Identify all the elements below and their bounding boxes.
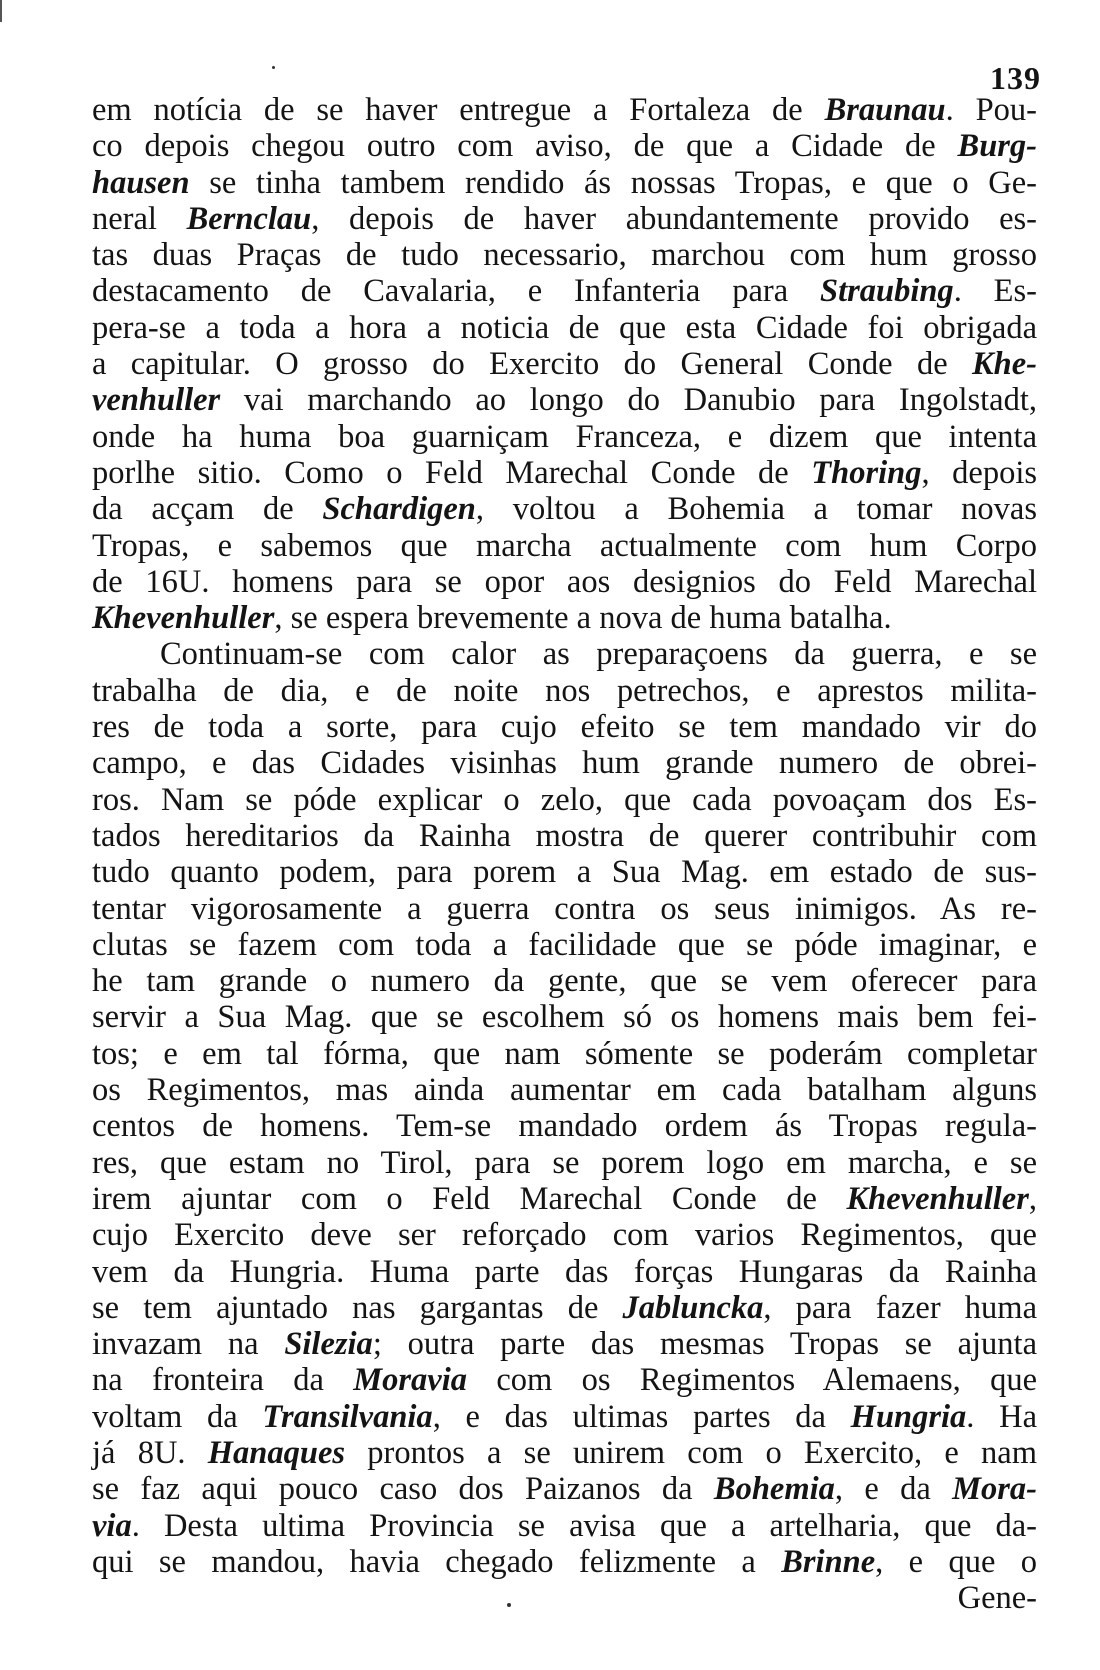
text-run: tados hereditarios da Rainha mostra de querer contribuhir com xyxy=(92,817,1037,854)
italic-name: Bohemia xyxy=(713,1471,835,1508)
text-run: prontos a se unirem com o Exercito, e nam xyxy=(345,1434,1037,1471)
italic-name: Bernclau xyxy=(186,200,312,237)
text-run: tentar vigorosamente a guerra contra os seus inimigos. As re- xyxy=(92,890,1037,927)
text-run: , e da xyxy=(834,1471,953,1508)
text-run: . Desta ultima Provincia se avisa que a artelharia, que da- xyxy=(131,1507,1037,1544)
italic-name: via xyxy=(92,1507,132,1544)
text-line xyxy=(92,1580,1037,1616)
text-run: , se espera brevemente a nova de huma batalha. xyxy=(274,600,892,637)
text-line xyxy=(92,745,1037,781)
page-edge-mark xyxy=(0,0,2,22)
text-line xyxy=(92,1544,1037,1580)
italic-name: Mora- xyxy=(952,1471,1037,1508)
text-line xyxy=(92,1217,1037,1253)
text-run: res de toda a sorte, para cujo efeito se tem mandado vir do xyxy=(92,709,1037,746)
text-run: se faz aqui pouco caso dos Paizanos da xyxy=(92,1471,714,1508)
text-run: . Es- xyxy=(953,273,1037,310)
text-line xyxy=(92,528,1037,564)
text-run: os Regimentos, mas ainda aumentar em cada batalham alguns xyxy=(92,1072,1037,1109)
italic-name: Hanaques xyxy=(207,1434,346,1471)
text-line xyxy=(92,1181,1037,1217)
text-run: , e que o xyxy=(875,1543,1037,1580)
text-line xyxy=(92,1036,1037,1072)
text-line xyxy=(92,1145,1037,1181)
text-line xyxy=(92,382,1037,418)
text-line xyxy=(92,1108,1037,1144)
italic-name: Schardigen xyxy=(322,491,476,528)
text-run: , depois de haver abundantemente provido es- xyxy=(311,200,1037,237)
text-line xyxy=(92,636,1037,672)
text-run: da acçam de xyxy=(92,491,323,528)
text-line xyxy=(92,782,1037,818)
text-line xyxy=(92,1326,1037,1362)
text-line xyxy=(92,818,1037,854)
text-line xyxy=(92,201,1037,237)
text-run: na fronteira da xyxy=(92,1362,354,1399)
italic-name: Hungria xyxy=(850,1398,967,1435)
italic-name: Khe- xyxy=(972,346,1037,383)
text-run: Tropas, e sabemos que marcha actualmente com hum Corpo xyxy=(92,527,1037,564)
text-line xyxy=(92,92,1037,128)
text-line xyxy=(92,1362,1037,1398)
body-text xyxy=(92,92,1037,1616)
text-run: , xyxy=(1028,1180,1037,1217)
italic-name: Khevenhuller xyxy=(846,1180,1029,1217)
text-run: com os Regimentos Alemaens, que xyxy=(467,1362,1038,1399)
text-run: . Pou- xyxy=(945,92,1037,128)
page-number: 139 xyxy=(990,60,1041,96)
text-run: Gene- xyxy=(957,1580,1037,1617)
text-run: . Ha xyxy=(966,1398,1037,1435)
text-line xyxy=(92,346,1037,382)
text-line xyxy=(92,564,1037,600)
italic-name: Khevenhuller xyxy=(92,600,275,637)
text-line xyxy=(92,491,1037,527)
text-run: res, que estam no Tirol, para se porem logo em marcha, e se xyxy=(92,1144,1037,1181)
text-run: irem ajuntar com o Feld Marechal Conde de xyxy=(92,1180,847,1217)
text-run: Continuam-se com calor as preparaçoens da guerra, e se xyxy=(160,636,1037,673)
italic-name: Brinne xyxy=(781,1543,876,1580)
italic-name: Burg- xyxy=(957,128,1037,165)
text-line xyxy=(92,1254,1037,1290)
text-line xyxy=(92,1072,1037,1108)
italic-name: Straubing xyxy=(820,273,954,310)
text-line xyxy=(92,310,1037,346)
text-line xyxy=(92,1508,1037,1544)
text-run: ros. Nam se póde explicar o zelo, que cada povoaçam dos Es- xyxy=(92,781,1037,818)
text-line xyxy=(92,1399,1037,1435)
italic-name: Transilvania xyxy=(262,1398,433,1435)
ink-speck xyxy=(507,1603,511,1607)
text-line xyxy=(92,128,1037,164)
text-line xyxy=(92,237,1037,273)
italic-name: Jabluncka xyxy=(622,1289,764,1326)
text-run: tos; e em tal fórma, que nam sómente se poderám completar xyxy=(92,1035,1037,1072)
text-run: porlhe sitio. Como o Feld Marechal Conde de xyxy=(92,454,812,491)
text-line xyxy=(92,165,1037,201)
italic-name: hausen xyxy=(92,164,190,201)
text-line xyxy=(92,1290,1037,1326)
text-run: pera-se a toda a hora a noticia de que esta Cidade foi obrigada xyxy=(92,309,1037,346)
text-run: he tam grande o numero da gente, que se vem oferecer para xyxy=(92,963,1037,1000)
text-line xyxy=(92,1471,1037,1507)
text-line xyxy=(92,891,1037,927)
text-run: , depois xyxy=(921,454,1037,491)
text-run: cujo Exercito deve ser reforçado com varios Regimentos, que xyxy=(92,1217,1037,1254)
text-run: ; outra parte das mesmas Tropas se ajunta xyxy=(372,1326,1037,1363)
text-run: campo, e das Cidades visinhas hum grande numero de obrei- xyxy=(92,745,1037,782)
text-run: se tinha tambem rendido ás nossas Tropas, e que o Ge- xyxy=(189,164,1037,201)
ink-speck xyxy=(272,66,275,69)
text-run: a capitular. O grosso do Exercito do General Conde de xyxy=(92,346,972,383)
text-line xyxy=(92,673,1037,709)
italic-name: Braunau xyxy=(824,92,946,128)
text-run: clutas se fazem com toda a facilidade que se póde imaginar, e xyxy=(92,926,1037,963)
text-line xyxy=(92,600,1037,636)
text-run: de 16U. homens para se opor aos designios do Feld Marechal xyxy=(92,563,1037,600)
text-run: destacamento de Cavalaria, e Infanteria para xyxy=(92,273,820,310)
text-run: já 8U. xyxy=(92,1434,208,1471)
text-line xyxy=(92,709,1037,745)
text-run: qui se mandou, havia chegado felizmente a xyxy=(92,1543,782,1580)
text-line xyxy=(92,419,1037,455)
text-run: onde ha huma boa guarniçam Franceza, e dizem que intenta xyxy=(92,418,1037,455)
text-run: co depois chegou outro com aviso, de que a Cidade de xyxy=(92,128,958,165)
text-run: vai marchando ao longo do Danubio para Ingolstadt, xyxy=(220,382,1037,419)
text-line xyxy=(92,455,1037,491)
text-run: em notícia de se haver entregue a Fortaleza de xyxy=(92,92,825,128)
text-run: invazam na xyxy=(92,1326,285,1363)
text-run: tas duas Praças de tudo necessario, marchou com hum grosso xyxy=(92,237,1037,274)
text-line xyxy=(92,999,1037,1035)
text-line xyxy=(92,927,1037,963)
text-run: servir a Sua Mag. que se escolhem só os homens mais bem fei- xyxy=(92,999,1037,1036)
italic-name: Thoring xyxy=(811,454,922,491)
text-run: trabalha de dia, e de noite nos petrechos, e aprestos milita- xyxy=(92,672,1037,709)
text-run: tudo quanto podem, para porem a Sua Mag. em estado de sus- xyxy=(92,854,1037,891)
italic-name: venhuller xyxy=(92,382,221,419)
text-run: vem da Hungria. Huma parte das forças Hungaras da Rainha xyxy=(92,1253,1037,1290)
text-line xyxy=(92,854,1037,890)
text-run: centos de homens. Tem-se mandado ordem ás Tropas regula- xyxy=(92,1108,1037,1145)
italic-name: Moravia xyxy=(353,1362,467,1399)
text-run: neral xyxy=(92,200,187,237)
text-line xyxy=(92,963,1037,999)
text-run: , para fazer huma xyxy=(763,1289,1037,1326)
text-run: se tem ajuntado nas gargantas de xyxy=(92,1289,623,1326)
italic-name: Silezia xyxy=(284,1326,373,1363)
text-run: , e das ultimas partes da xyxy=(432,1398,851,1435)
text-line xyxy=(92,1435,1037,1471)
text-run: voltam da xyxy=(92,1398,263,1435)
text-run: , voltou a Bohemia a tomar novas xyxy=(475,491,1037,528)
text-line xyxy=(92,273,1037,309)
